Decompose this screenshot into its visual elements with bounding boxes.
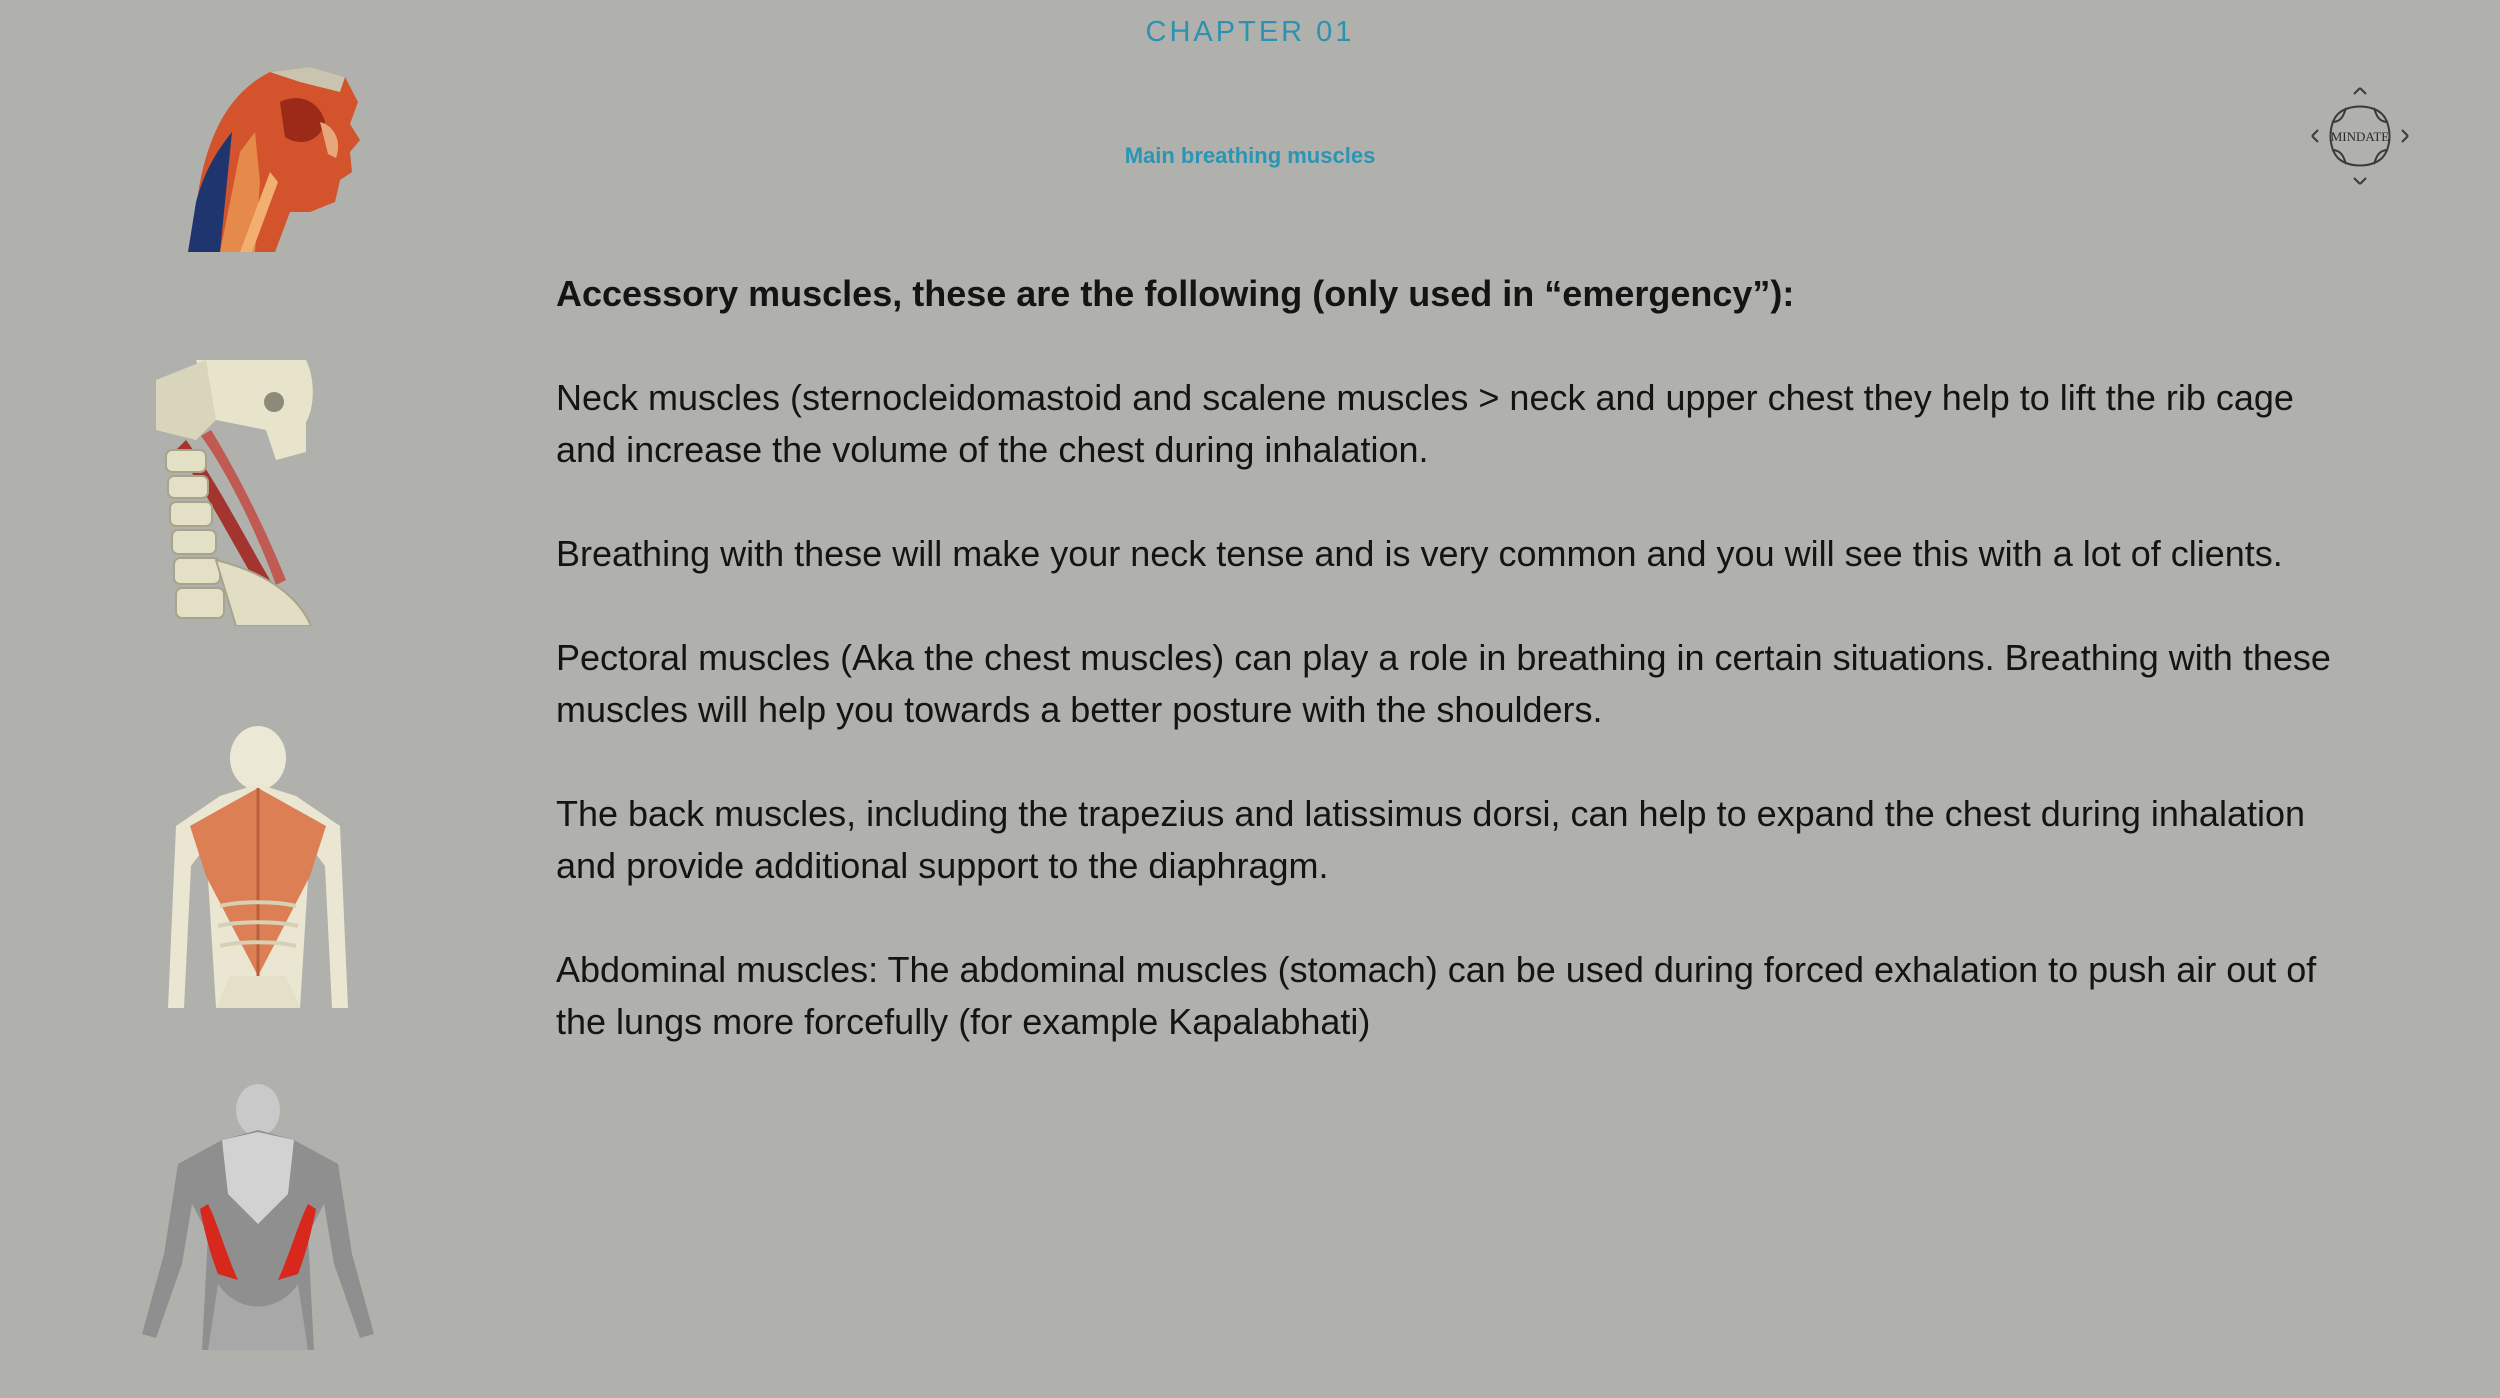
neck-muscles-illustration-icon xyxy=(160,62,360,252)
latissimus-back-illustration-icon xyxy=(138,1084,378,1350)
page-subtitle: Main breathing muscles xyxy=(1124,143,1376,168)
main-content xyxy=(556,268,2356,1100)
paragraph-pectoral-muscles: Pectoral muscles (Aka the chest muscles) can play a role in breathing in certain situations. Breathing with these muscles will help you towards a better posture with the shoulders. xyxy=(556,637,2331,730)
trapezius-back-illustration-icon xyxy=(160,726,356,1008)
chapter-label: CHAPTER 01 xyxy=(1145,16,1355,48)
mandala-logo-icon xyxy=(2308,84,2412,188)
section-heading: Accessory muscles, these are the following (only used in “emergency”): xyxy=(556,273,1795,314)
paragraph-back-muscles: The back muscles, including the trapezius and latissimus dorsi, can help to expand the chest during inhalation and provide additional support to the diaphragm. xyxy=(556,793,2306,886)
paragraph-neck-tension: Breathing with these will make your neck tense and is very common and you will see this with a lot of clients. xyxy=(556,533,2283,574)
paragraph-neck-muscles: Neck muscles (sternocleidomastoid and scalene muscles > neck and upper chest they help to lift the rib cage and increase the volume of the chest during inhalation. xyxy=(556,377,2294,470)
logo-text: MINDATE xyxy=(2330,129,2390,144)
paragraph-abdominal-muscles: Abdominal muscles: The abdominal muscles (stomach) can be used during forced exhalation to push air out of the lungs more forcefully (for example Kapalabhati) xyxy=(556,949,2317,1042)
neck-skeleton-illustration-icon xyxy=(156,360,316,626)
